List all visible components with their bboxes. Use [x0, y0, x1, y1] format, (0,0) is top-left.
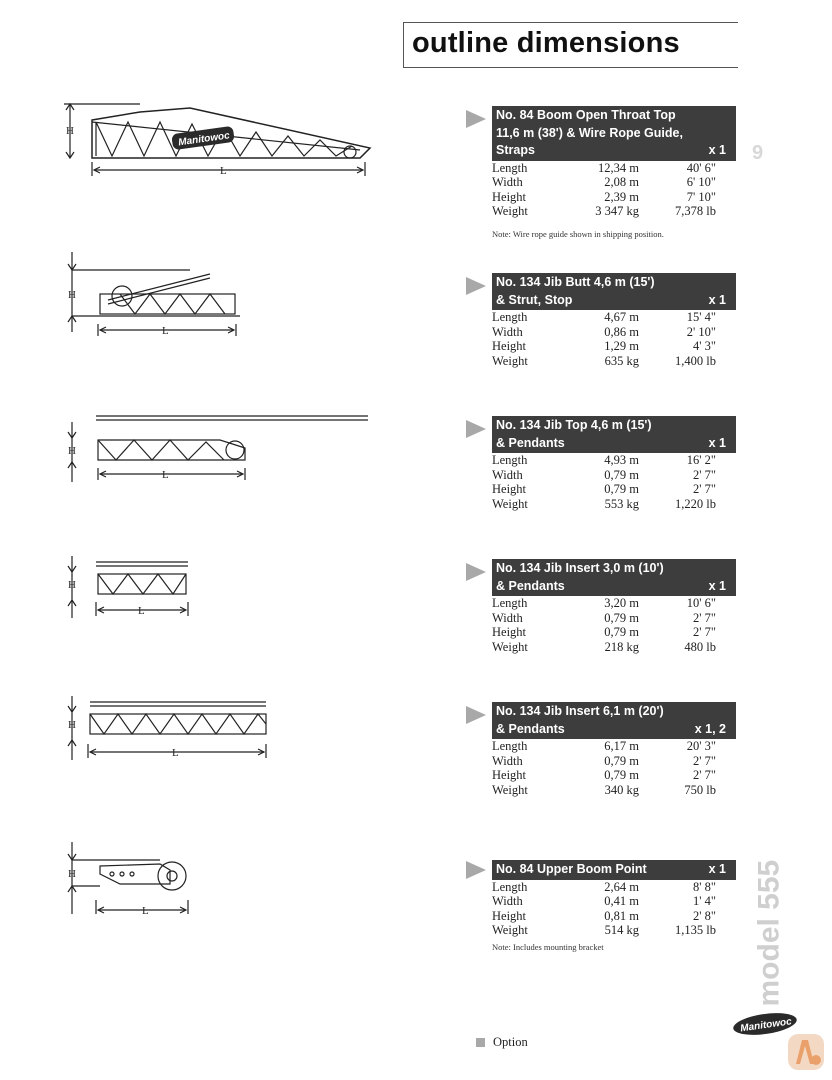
spec-section-upper-boom-point — [466, 860, 736, 952]
quantity-label: x 1 — [708, 578, 726, 593]
upper-boom-point-drawing — [60, 840, 210, 920]
spec-section-jib-insert-6m — [466, 702, 736, 797]
jib-top-height-label: H — [68, 445, 76, 457]
table-row: Width 0,41 m 1' 4" — [492, 894, 716, 908]
legend-label: Option — [493, 1035, 528, 1049]
table-row: Weight 340 kg 750 lb — [492, 782, 716, 797]
table-row: Weight 553 kg 1,220 lb — [492, 496, 716, 511]
jib-butt-drawing — [60, 252, 250, 342]
option-marker-icon — [466, 706, 486, 724]
spec-section-jib-insert-3m — [466, 559, 736, 654]
table-row: Length 2,64 m 8' 8" — [492, 879, 716, 894]
boom-top-length-label: L — [220, 165, 227, 177]
corner-watermark-icon — [786, 1030, 826, 1074]
spec-note: Note: Wire rope guide shown in shipping position. — [492, 228, 664, 239]
page-title-box — [403, 22, 738, 68]
option-marker-icon — [466, 563, 486, 581]
table-row: Length 6,17 m 20' 3" — [492, 739, 716, 753]
spec-table — [492, 880, 716, 938]
spec-header: No. 134 Jib Insert 6,1 m (20') & Pendants x 1, 2 — [492, 702, 736, 739]
table-row: Height 0,79 m 2' 7" — [492, 482, 716, 496]
jib-insert-3m-length-label: L — [138, 605, 145, 617]
table-row: Weight 514 kg 1,135 lb — [492, 923, 716, 937]
spec-table — [492, 453, 716, 511]
quantity-label: x 1, 2 — [694, 721, 726, 736]
spec-table — [492, 310, 716, 368]
manitowoc-logo-text: Manitowoc — [739, 1016, 793, 1035]
option-legend-icon — [476, 1038, 485, 1047]
table-row: Height 0,79 m 2' 7" — [492, 625, 716, 639]
upper-boom-point-height-label: H — [68, 868, 76, 880]
quantity-label: x 1 — [708, 435, 726, 450]
boom-top-drawing — [60, 100, 380, 180]
table-row: Width 0,79 m 2' 7" — [492, 753, 716, 768]
spec-header: No. 84 Boom Open Throat Top 11,6 m (38') & Wire Rope Guide, Straps x 1 — [492, 106, 736, 161]
table-row: Length 4,67 m 15' 4" — [492, 310, 716, 324]
table-row: Width 0,86 m 2' 10" — [492, 324, 716, 339]
table-row: Width 2,08 m 6' 10" — [492, 175, 716, 189]
jib-butt-length-label: L — [162, 325, 169, 337]
table-row: Height 2,39 m 7' 10" — [492, 189, 716, 204]
jib-butt-height-label: H — [68, 289, 76, 301]
legend — [476, 1035, 528, 1050]
table-row: Weight 218 kg 480 lb — [492, 639, 716, 654]
option-marker-icon — [466, 277, 486, 295]
spec-header: No. 134 Jib Butt 4,6 m (15') & Strut, Stop x 1 — [492, 273, 736, 310]
side-model-label: model 555 — [752, 859, 786, 1007]
boom-logo-text: Manitowoc — [177, 130, 231, 149]
spec-header: No. 134 Jib Insert 3,0 m (10') & Pendants x 1 — [492, 559, 736, 596]
quantity-label: x 1 — [708, 862, 726, 876]
table-row: Width 0,79 m 2' 7" — [492, 467, 716, 482]
spec-header: No. 84 Upper Boom Point x 1 — [492, 860, 736, 880]
spec-header: No. 134 Jib Top 4,6 m (15') & Pendants x 1 — [492, 416, 736, 453]
spec-table — [492, 596, 716, 654]
spec-note: Note: Includes mounting bracket — [492, 941, 604, 952]
table-row: Width 0,79 m 2' 7" — [492, 610, 716, 625]
spec-section-boom-top — [466, 106, 736, 239]
table-row: Length 3,20 m 10' 6" — [492, 596, 716, 610]
jib-insert-6m-height-label: H — [68, 719, 76, 731]
jib-insert-6m-drawing — [60, 694, 280, 764]
table-row: Length 12,34 m 40' 6" — [492, 160, 716, 175]
table-row: Height 1,29 m 4' 3" — [492, 339, 716, 353]
table-row: Length 4,93 m 16' 2" — [492, 453, 716, 467]
option-marker-icon — [466, 420, 486, 438]
jib-top-drawing — [60, 412, 380, 487]
page-title: outline dimensions — [412, 27, 680, 59]
jib-insert-6m-length-label: L — [172, 747, 179, 759]
option-marker-icon — [466, 861, 486, 879]
side-model-label-wrap — [754, 830, 784, 1005]
table-row: Height 0,81 m 2' 8" — [492, 908, 716, 923]
spec-section-jib-butt — [466, 273, 736, 368]
spec-table — [492, 739, 716, 797]
option-marker-icon — [466, 110, 486, 128]
jib-insert-3m-height-label: H — [68, 579, 76, 591]
table-row: Weight 635 kg 1,400 lb — [492, 353, 716, 368]
jib-top-length-label: L — [162, 469, 169, 481]
jib-insert-3m-drawing — [60, 554, 200, 624]
quantity-label: x 1 — [708, 143, 726, 157]
spec-section-jib-top — [466, 416, 736, 511]
quantity-label: x 1 — [708, 292, 726, 307]
table-row: Height 0,79 m 2' 7" — [492, 768, 716, 782]
upper-boom-point-length-label: L — [142, 905, 149, 917]
page-number: 9 — [752, 142, 764, 164]
boom-top-height-label: H — [66, 125, 74, 137]
spec-table — [492, 161, 716, 219]
table-row: Weight 3 347 kg 7,378 lb — [492, 204, 716, 218]
